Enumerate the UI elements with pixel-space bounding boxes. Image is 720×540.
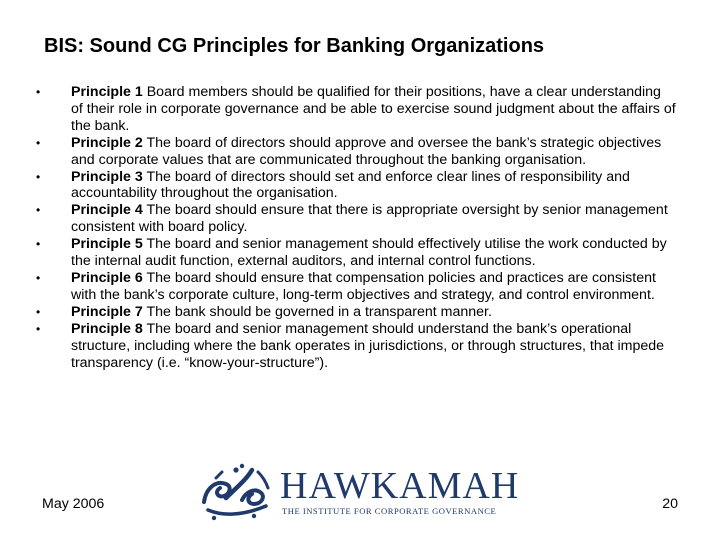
principle-item-5 xyxy=(36,236,676,270)
bullet-icon: • xyxy=(36,237,41,252)
principle-item-2 xyxy=(36,135,676,169)
principle-item-1 xyxy=(36,84,676,135)
calligraphy-emblem-icon xyxy=(196,458,276,524)
principle-label: Principle 8 xyxy=(71,320,143,337)
principle-item-8 xyxy=(36,321,676,372)
principle-text: The board should ensure that compensation policies and practices are consistent with the bank’s corporate culture, long-term objectives and strategy, and control environment. xyxy=(71,269,656,303)
principle-text: The board and senior management should effectively utilise the work conducted by the internal audit function, external auditors, and internal control functions. xyxy=(71,236,667,270)
bullet-icon: • xyxy=(36,321,41,336)
page-number: 20 xyxy=(662,496,678,512)
principle-label: Principle 1 xyxy=(71,84,143,100)
principle-item-3 xyxy=(36,169,676,203)
hawkamah-logo xyxy=(196,458,536,524)
principle-item-7 xyxy=(36,304,676,321)
principle-label: Principle 3 xyxy=(71,168,143,185)
principle-text: The board of directors should approve and oversee the bank’s strategic objectives and corporate values that are communicated throughout the banking organisation. xyxy=(71,134,662,168)
principle-label: Principle 2 xyxy=(71,134,143,151)
bullet-icon: • xyxy=(36,85,41,99)
bullet-icon: • xyxy=(36,135,41,150)
principles-list xyxy=(36,84,676,371)
principle-item-4 xyxy=(36,202,676,236)
principle-label: Principle 7 xyxy=(71,303,143,320)
principle-item-6 xyxy=(36,270,676,304)
principle-text: The board should ensure that there is appropriate oversight by senior management consistent with board policy. xyxy=(71,202,668,236)
bullet-icon: • xyxy=(36,304,41,319)
bullet-icon: • xyxy=(36,270,41,285)
logo-tagline: THE INSTITUTE FOR CORPORATE GOVERNANCE xyxy=(282,506,497,516)
principle-text: The board of directors should set and enforce clear lines of responsibility and accountability throughout the organisation. xyxy=(71,168,630,202)
principle-label: Principle 5 xyxy=(71,236,143,253)
principle-text: The board and senior management should understand the bank’s operational structure, including where the bank operates in jurisdictions, or through structures, that impede transparency (i.e. “know-your-structure”). xyxy=(71,320,665,371)
principle-label: Principle 6 xyxy=(71,269,143,286)
bullet-icon: • xyxy=(36,169,41,184)
slide-title: BIS: Sound CG Principles for Banking Organizations xyxy=(44,35,545,57)
logo-name: HAWKAMAH xyxy=(280,465,520,507)
bullet-icon: • xyxy=(36,203,41,218)
footer-date: May 2006 xyxy=(42,496,105,512)
principle-label: Principle 4 xyxy=(71,202,143,219)
principle-text: The bank should be governed in a transparent manner. xyxy=(146,303,492,320)
principle-text: Board members should be qualified for their positions, have a clear understanding of their role in corporate governance and be able to exercise sound judgment about the affairs of the bank. xyxy=(71,84,676,134)
